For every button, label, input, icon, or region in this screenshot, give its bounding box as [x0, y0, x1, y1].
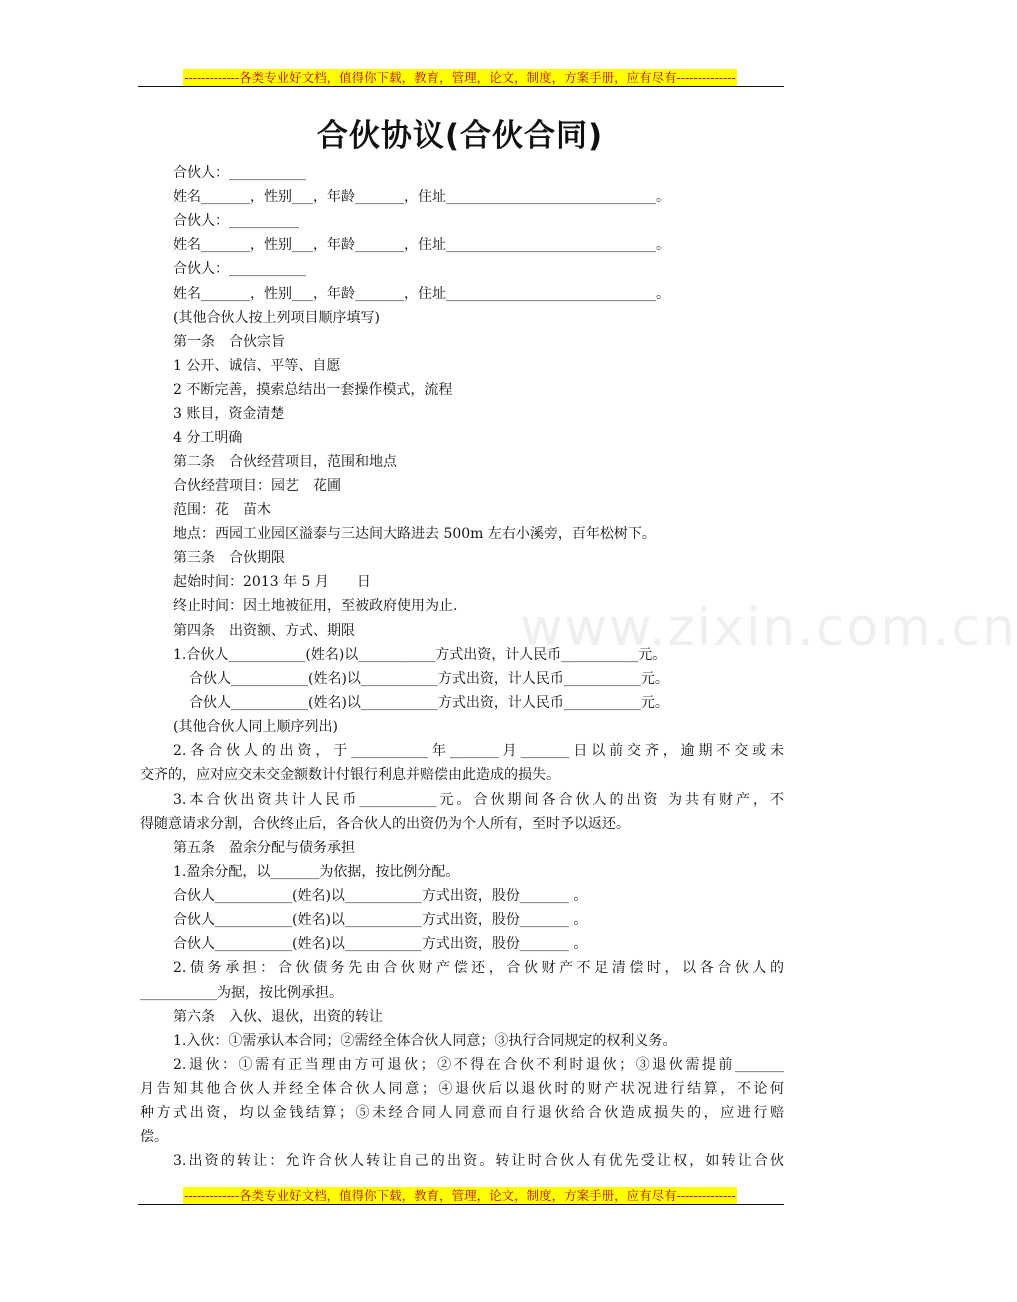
article-4-para-3-line-1: 3.本合伙出资共计人民币___________元。合伙期间各合伙人的出资 为共有财产，不: [173, 792, 784, 808]
partner-note: (其他合伙人按上列项目顺序填写): [173, 310, 380, 326]
watermark: www.zixin.com.cn: [520, 598, 1017, 658]
article-1-item-4: 4 分工明确: [173, 430, 243, 446]
article-5-para-2-line-2: ___________为据，按比例承担。: [140, 985, 343, 1001]
article-5-partner-1: 合伙人___________(姓名)以___________方式出资，股份_______ 。: [173, 888, 588, 904]
article-4-para-2-line-2: 交齐的，应对应交未交金额数计付银行利息并赔偿由此造成的损失。: [140, 767, 560, 783]
partner-1-info: 姓名_______，性别___，年龄_______，住址______________________________。: [173, 189, 670, 205]
article-5-partner-2: 合伙人___________(姓名)以___________方式出资，股份_______ 。: [173, 912, 588, 928]
article-6-item-2-line-4: 偿。: [140, 1129, 168, 1145]
article-6-heading: 第六条 入伙、退伙，出资的转让: [173, 1009, 383, 1025]
partner-1-label: 合伙人：___________: [173, 165, 306, 181]
article-4-partner-2: 合伙人___________(姓名)以___________方式出资，计人民币___________元。: [189, 671, 669, 687]
article-6-item-2-line-1: 2.退伙：①需有正当理由方可退伙；②不得在合伙不利时退伙；③退伙需提前_______: [173, 1057, 784, 1073]
article-3-end: 终止时间：因土地被征用，至被政府使用为止.: [173, 598, 458, 614]
article-4-para-3-line-2: 得随意请求分割，合伙终止后，各合伙人的出资仍为个人所有，至时予以返还。: [140, 816, 630, 832]
article-1-item-3: 3 账目，资金清楚: [173, 406, 285, 422]
article-1-item-2: 2 不断完善，摸索总结出一套操作模式，流程: [173, 382, 453, 398]
partner-2-info: 姓名_______，性别___，年龄_______，住址______________________________。: [173, 237, 670, 253]
article-6-item-3: 3.出资的转让：允许合伙人转让自己的出资。转让时合伙人有优先受让权，如转让合伙: [173, 1153, 784, 1169]
article-6-item-2-line-3: 种方式出资，均以金钱结算；⑤未经合同人同意而自行退伙给合伙造成损失的，应进行赔: [140, 1105, 784, 1121]
article-5-heading: 第五条 盈余分配与债务承担: [173, 840, 355, 856]
article-6-item-1: 1.入伙：①需承认本合同；②需经全体合伙人同意；③执行合同规定的权利义务。: [173, 1033, 677, 1049]
article-2-location: 地点：西园工业园区溢泰与三达间大路进去 500m 左右小溪旁，百年松树下。: [173, 526, 656, 542]
article-4-partner-1: 1.合伙人___________(姓名)以___________方式出资，计人民币___________元。: [173, 647, 667, 663]
header-banner: -------------各类专业好文档，值得你下载，教育，管理，论文，制度，方案手册，应有尽有--------------: [184, 70, 736, 85]
article-3-start: 起始时间：2013 年 5 月 日: [173, 574, 371, 590]
article-4-partner-3: 合伙人___________(姓名)以___________方式出资，计人民币___________元。: [189, 695, 669, 711]
article-5-para-2-line-1: 2.债务承担：合伙债务先由合伙财产偿还，合伙财产不足清偿时，以各合伙人的: [173, 960, 784, 976]
partner-2-label: 合伙人：__________: [173, 213, 299, 229]
footer-banner: -------------各类专业好文档，值得你下载，教育，管理，论文，制度，方案手册，应有尽有--------------: [184, 1188, 736, 1203]
footer-rule: [138, 1204, 784, 1205]
article-2-heading: 第二条 合伙经营项目，范围和地点: [173, 454, 397, 470]
article-2-project: 合伙经营项目：园艺 花圃: [173, 478, 341, 494]
article-1-item-1: 1 公开、诚信、平等、自愿: [173, 358, 341, 374]
article-3-heading: 第三条 合伙期限: [173, 550, 285, 566]
article-6-item-2-line-2: 月告知其他合伙人并经全体合伙人同意；④退伙后以退伙时的财产状况进行结算，不论何: [140, 1081, 784, 1097]
header-rule: [138, 86, 784, 87]
article-2-scope: 范围：花 苗木: [173, 502, 271, 518]
article-4-para-2-line-1: 2.各合伙人的出资，于___________年_______月_______日以前交齐，逾期不交或未: [173, 743, 784, 759]
partner-3-info: 姓名_______，性别___，年龄_______，住址______________________________。: [173, 286, 670, 302]
article-1-heading: 第一条 合伙宗旨: [173, 334, 285, 350]
article-4-note: (其他合伙人同上顺序列出): [173, 719, 338, 735]
article-5-partner-3: 合伙人___________(姓名)以___________方式出资，股份_______ 。: [173, 936, 588, 952]
article-5-item-1: 1.盈余分配，以_______为依据，按比例分配。: [173, 864, 460, 880]
partner-3-label: 合伙人：___________: [173, 261, 306, 277]
document-title: 合伙协议(合伙合同): [316, 118, 604, 154]
article-4-heading: 第四条 出资额、方式、期限: [173, 623, 355, 639]
